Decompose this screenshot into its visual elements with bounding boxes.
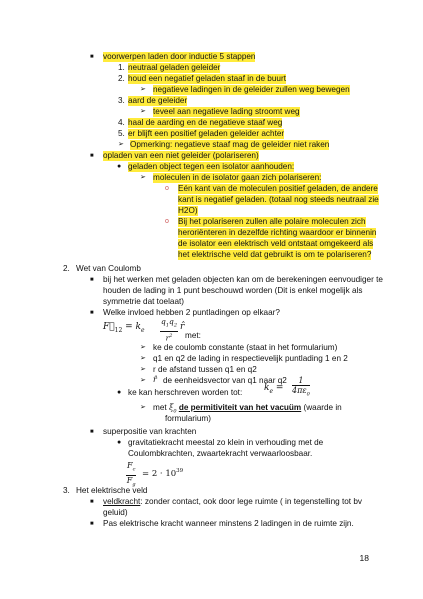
step-number: 1. [118, 63, 125, 72]
paragraph-line: Coulombkrachten, zwaartekracht verwaarloosbaar. [128, 449, 313, 458]
list-item: opladen van een niet geleider (polariseren) [103, 151, 259, 160]
bullet-dot-icon: ● [117, 389, 122, 396]
step-text: er blijft een positief geladen geleider achter [128, 129, 285, 138]
paragraph-line: bij het werken met geladen objecten kan om de berekeningen eenvoudiger te [103, 275, 383, 284]
arrow-bullet-icon: ➢ [140, 355, 146, 362]
paragraph-line: geluid) [103, 508, 128, 517]
paragraph-line: gravitatiekracht meestal zo klein in verhouding met de [128, 438, 324, 447]
paragraph-line: Bij het polariseren zullen alle polaire moleculen zich [178, 217, 366, 226]
section-title: Wet van Coulomb [76, 264, 141, 273]
paragraph-line: heroriënteren in dezelfde richting waardoor er binnenin [178, 228, 377, 237]
bullet-square-icon: ■ [90, 54, 94, 60]
circle-bullet-icon: o [165, 218, 169, 225]
step-text: neutraal geladen geleider [128, 63, 221, 72]
list-subitem: moleculen in de isolator gaan zich polariseren: [153, 173, 322, 182]
section-title: Het elektrische veld [76, 486, 148, 495]
list-item: voorwerpen laden door inductie 5 stappen [103, 52, 256, 61]
list-item: superpositie van krachten [103, 427, 197, 436]
list-subitem: geladen object tegen een isolator aanhouden: [128, 162, 295, 171]
arrow-bullet-icon: ➢ [118, 141, 124, 148]
arrow-bullet-icon: ➢ [140, 404, 146, 411]
paragraph-line: veldkracht: zonder contact, ook door lege ruimte ( in tegenstelling tot bv [103, 497, 362, 506]
paragraph-line: de isolator een elektrisch veld ontstaat omgekeerd als [178, 239, 374, 248]
section-number: 3. [63, 486, 70, 495]
arrow-bullet-icon: ➢ [140, 344, 146, 351]
step-subtext: teveel aan negatieve lading stroomt weg [153, 107, 300, 116]
step-text: haal de aarding en de negatieve staaf weg [128, 118, 283, 127]
bullet-dot-icon: ● [117, 439, 122, 446]
step-number: 4. [118, 118, 125, 127]
paragraph-line: houden de lading in 1 punt beschouwd worden (Dit is enkel mogelijk als [103, 286, 363, 295]
paragraph-line: symmetrie dat toelaat) [103, 297, 184, 306]
paragraph-line: Pas elektrische kracht wanneer minstens 2 ladingen in de ruimte zijn. [103, 519, 354, 528]
step-number: 5. [118, 129, 125, 138]
section-number: 2. [63, 264, 70, 273]
paragraph-line: H2O) [178, 206, 198, 215]
bullet-square-icon: ■ [90, 310, 94, 316]
met-label: met: [185, 331, 201, 340]
arrow-bullet-icon: ➢ [140, 86, 146, 93]
arrow-bullet-icon: ➢ [140, 366, 146, 373]
list-subitem: ke kan herschreven worden tot: [128, 388, 243, 397]
remark-text: Opmerking: negatieve staaf mag de geleider niet raken [130, 140, 330, 149]
bullet-square-icon: ■ [90, 521, 94, 527]
bullet-square-icon: ■ [90, 153, 94, 159]
definition-item: q1 en q2 de lading in respectievelijk puntlading 1 en 2 [153, 354, 348, 363]
bullet-square-icon: ■ [90, 499, 94, 505]
bullet-square-icon: ■ [90, 429, 94, 435]
bullet-square-icon: ■ [90, 277, 94, 283]
epsilon-line-cont: formularium) [165, 414, 211, 423]
unit-vector-symbol: r̂ [153, 375, 157, 384]
paragraph-line: Welke invloed hebben 2 puntladingen op elkaar? [103, 308, 280, 317]
paragraph-line: Eén kant van de moleculen positief geladen, de andere [178, 184, 378, 193]
circle-bullet-icon: o [165, 185, 169, 192]
definition-item: ke de coulomb constante (staat in het formularium) [153, 343, 338, 352]
paragraph-line: kant is negatief geladen. (totaal nog steeds neutraal zie [178, 195, 379, 204]
arrow-bullet-icon: ➢ [140, 108, 146, 115]
step-subtext: negatieve ladingen in de geleider zullen weg bewegen [153, 85, 350, 94]
arrow-bullet-icon: ➢ [140, 377, 146, 384]
arrow-bullet-icon: ➢ [140, 174, 146, 181]
step-number: 3. [118, 96, 125, 105]
definition-item: r de afstand tussen q1 en q2 [153, 365, 257, 374]
definition-item: de eenheidsvector van q1 naar q2 [163, 376, 287, 385]
epsilon-line: met $\xi_0$ de permitiviteit van het vacuüm (waarde in [153, 403, 342, 415]
paragraph-line: het elektrische veld dat gebruikt is om te polariseren? [178, 250, 372, 259]
step-text: aard de geleider [128, 96, 188, 105]
bullet-dot-icon: ● [117, 163, 122, 170]
step-text: houd een negatief geladen staaf in de buurt [128, 74, 286, 83]
page-number: 18 [359, 553, 369, 563]
step-number: 2. [118, 74, 125, 83]
